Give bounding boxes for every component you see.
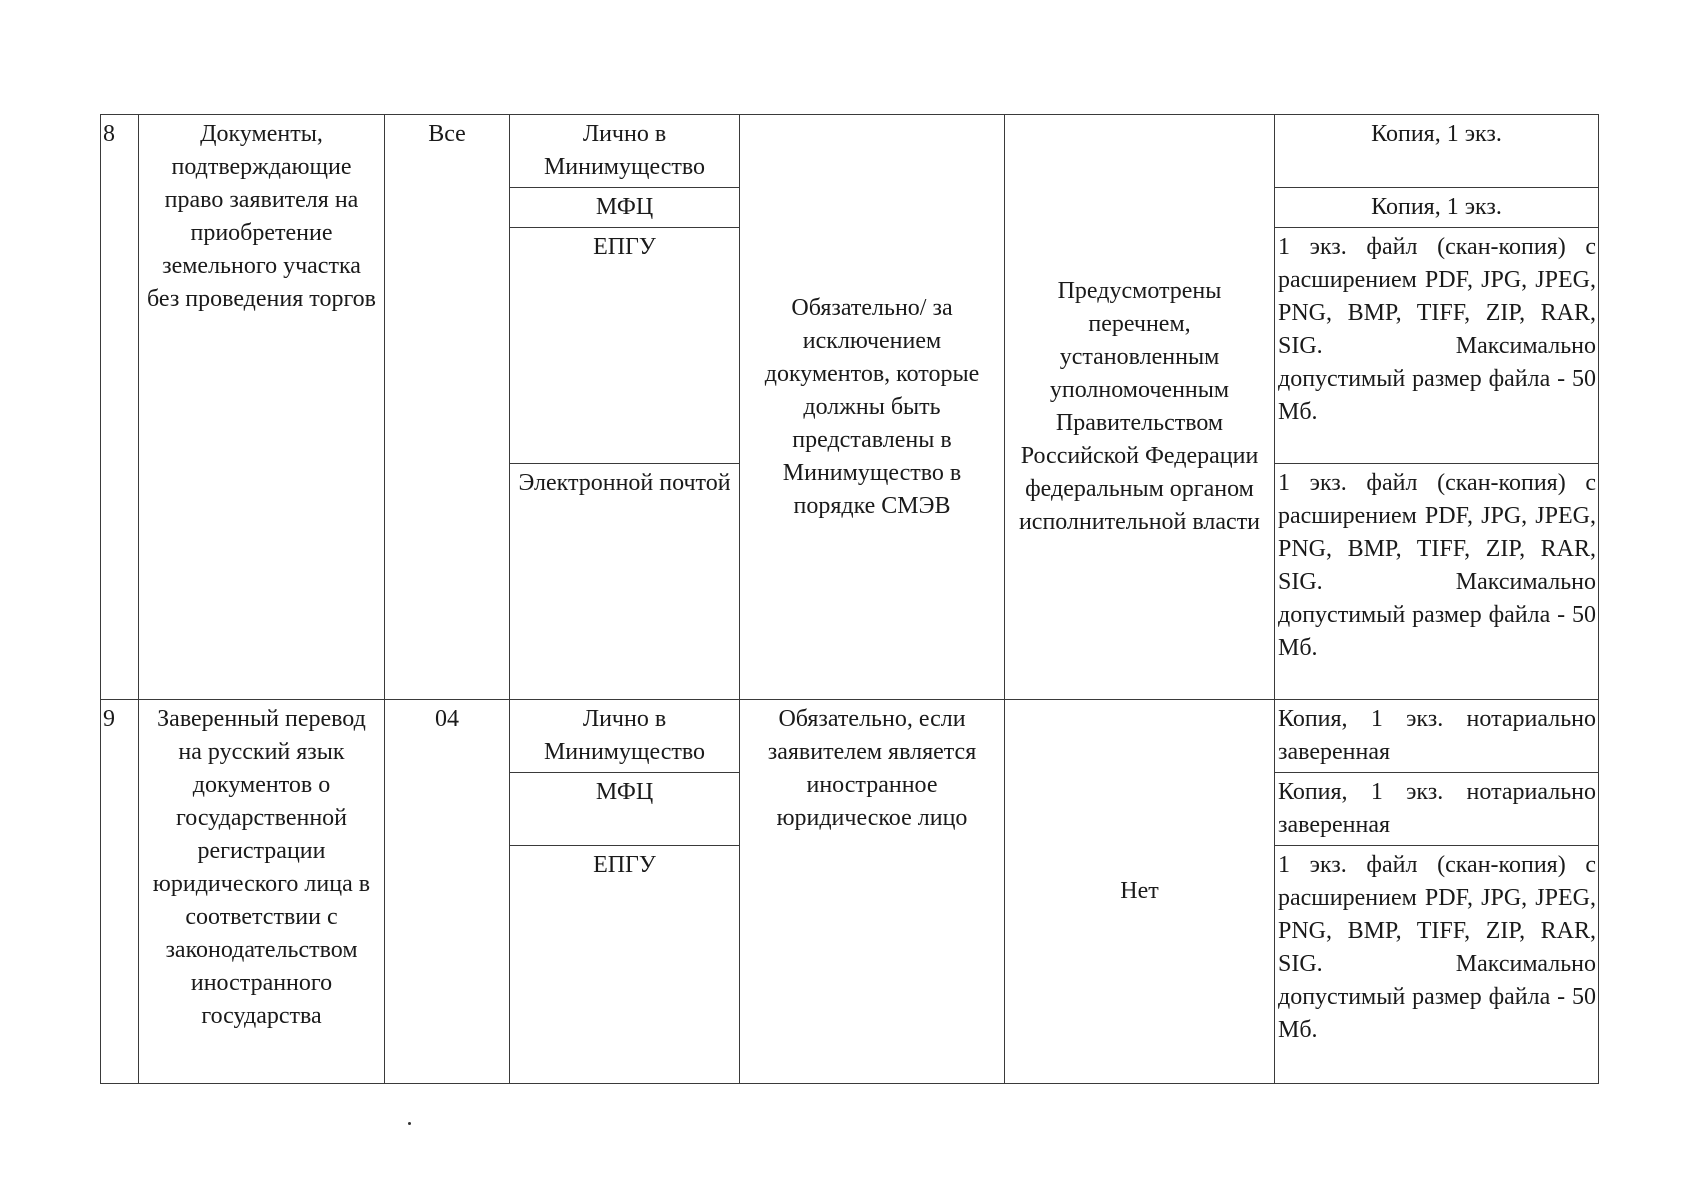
document-name: Документы, подтверждающие право заявителя на приобретение земельного участка без проведения торгов — [139, 115, 385, 700]
submission-way: МФЦ — [510, 188, 740, 228]
document-form: Копия, 1 экз. — [1275, 188, 1599, 228]
document-basis: Нет — [1005, 700, 1275, 1084]
document-form: 1 экз. файл (скан-копия) с расширением PDF, JPG, JPEG, PNG, BMP, TIFF, ZIP, RAR, SIG. Максимально допустимый размер файла - 50 Мб. — [1275, 464, 1599, 700]
submission-way: Лично в Минимущество — [510, 115, 740, 188]
table-row — [101, 115, 1599, 188]
requirement: Обязательно, если заявителем является иностранное юридическое лицо — [740, 700, 1005, 1084]
scan-speck — [408, 1122, 411, 1125]
requirement: Обязательно/ за исключением документов, которые должны быть представлены в Минимущество в порядке СМЭВ — [740, 115, 1005, 700]
submission-way: Лично в Минимущество — [510, 700, 740, 773]
document-form: 1 экз. файл (скан-копия) с расширением PDF, JPG, JPEG, PNG, BMP, TIFF, ZIP, RAR, SIG. Максимально допустимый размер файла - 50 Мб. — [1275, 846, 1599, 1084]
row-number: 9 — [101, 700, 139, 1084]
document-form: Копия, 1 экз. — [1275, 115, 1599, 188]
submission-way: МФЦ — [510, 773, 740, 846]
table-row — [101, 700, 1599, 773]
submission-way: ЕПГУ — [510, 228, 740, 464]
applicant-category: 04 — [385, 700, 510, 1084]
submission-way: ЕПГУ — [510, 846, 740, 1084]
document-name: Заверенный перевод на русский язык документов о государственной регистрации юридического лица в соответствии с законодательством иностранного государства — [139, 700, 385, 1084]
document-form: Копия, 1 экз. нотариально заверенная — [1275, 700, 1599, 773]
document-form: Копия, 1 экз. нотариально заверенная — [1275, 773, 1599, 846]
documents-table — [100, 114, 1599, 1084]
document-basis: Предусмотрены перечнем, установленным уполномоченным Правительством Российской Федерации федеральным органом исполнительной власти — [1005, 115, 1275, 700]
document-form: 1 экз. файл (скан-копия) с расширением PDF, JPG, JPEG, PNG, BMP, TIFF, ZIP, RAR, SIG. Максимально допустимый размер файла - 50 Мб. — [1275, 228, 1599, 464]
submission-way: Электронной почтой — [510, 464, 740, 700]
applicant-category: Все — [385, 115, 510, 700]
row-number: 8 — [101, 115, 139, 700]
